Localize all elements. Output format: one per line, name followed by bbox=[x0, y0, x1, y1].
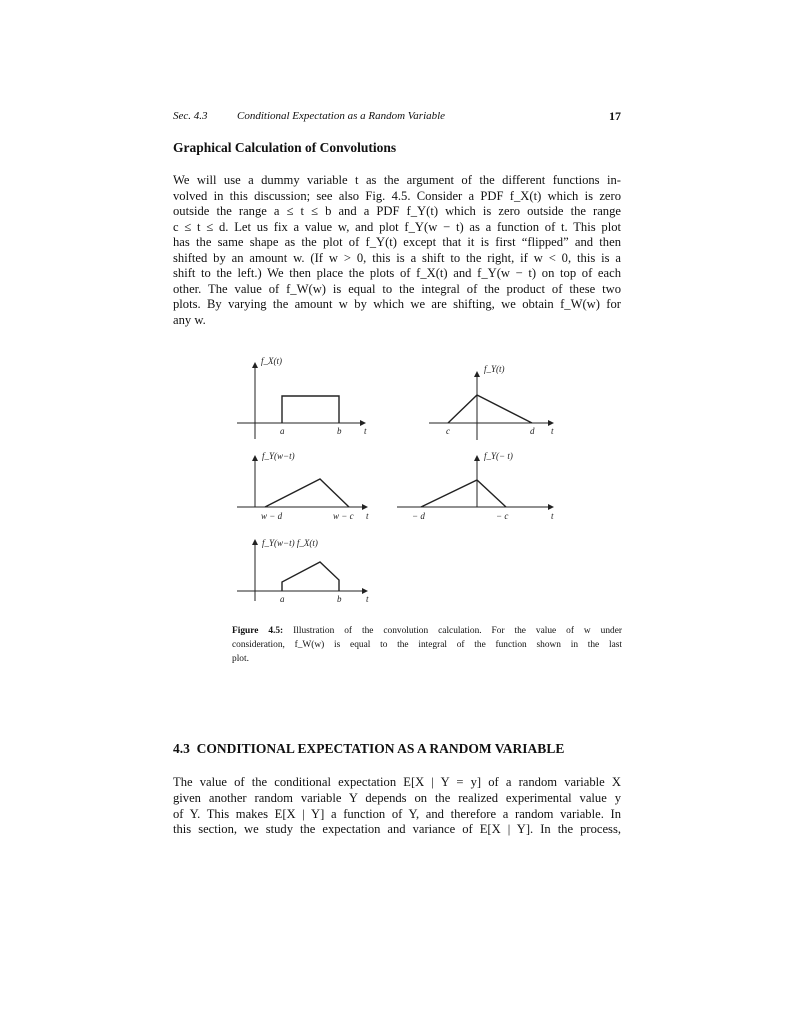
running-header-section: Sec. 4.3 bbox=[173, 110, 208, 122]
text-line: shift to the left.) We then place the plots of f_X(t) and f_Y(w − t) on top of each bbox=[173, 266, 621, 280]
tick-label: − d bbox=[412, 511, 425, 521]
text-line: other. The value of f_W(w) is equal to the integral of the product of these two bbox=[173, 282, 621, 296]
caption-line: Illustration of the convolution calculation. For the value of w under bbox=[293, 626, 622, 636]
tick-label: c bbox=[446, 426, 450, 436]
text-line: any w. bbox=[173, 313, 206, 327]
axis-label: f_X(t) bbox=[261, 356, 282, 366]
tick-label: b bbox=[337, 426, 342, 436]
text-line: volved in this discussion; see also Fig. 4.5. Consider a PDF f_X(t) which is zero bbox=[173, 189, 621, 203]
tick-label: t bbox=[551, 426, 554, 436]
text-line: of Y. This makes E[X | Y] a function of Y, and therefore a random variable. In bbox=[173, 807, 621, 821]
axis-label: f_Y(w−t) bbox=[262, 451, 295, 461]
text-line: The value of the conditional expectation E[X | Y = y] of a random variable X bbox=[173, 775, 621, 789]
tick-label: t bbox=[551, 511, 554, 521]
caption-line: plot. bbox=[232, 654, 249, 664]
tick-label: a bbox=[280, 594, 285, 604]
axis-label: f_Y(w−t) f_X(t) bbox=[262, 538, 318, 548]
tick-label: b bbox=[337, 594, 342, 604]
section-title: 4.3 CONDITIONAL EXPECTATION AS A RANDOM VARIABLE bbox=[173, 741, 565, 756]
plot-fx bbox=[237, 363, 365, 439]
tick-label: t bbox=[364, 426, 367, 436]
plot-fy-minus-t bbox=[397, 456, 553, 507]
tick-label: w − c bbox=[333, 511, 354, 521]
running-header-title: Conditional Expectation as a Random Variable bbox=[237, 110, 446, 122]
tick-label: t bbox=[366, 511, 369, 521]
text-line: this section, we study the expectation and variance of E[X | Y]. In the process, bbox=[173, 822, 621, 836]
page-number: 17 bbox=[609, 109, 621, 123]
tick-label: − c bbox=[496, 511, 509, 521]
axis-label: f_Y(− t) bbox=[484, 451, 513, 461]
caption-label: Figure 4.5: bbox=[232, 626, 284, 636]
text-line: plots. By varying the amount w by which we are shifting, we obtain f_W(w) for bbox=[173, 297, 621, 311]
tick-label: a bbox=[280, 426, 285, 436]
text-line: We will use a dummy variable t as the argument of the different functions in- bbox=[173, 173, 621, 187]
text-line: has the same shape as the plot of f_Y(t) except that it is first “flipped” and then bbox=[173, 235, 621, 249]
text-line: c ≤ t ≤ d. Let us fix a value w, and plot f_Y(w − t) as a function of t. This plot bbox=[173, 220, 621, 234]
plot-product bbox=[237, 540, 367, 601]
caption-line: consideration, f_W(w) is equal to the integral of the function shown in the last bbox=[232, 640, 622, 650]
text-line: outside the range a ≤ t ≤ b and a PDF f_Y(t) which is zero outside the range bbox=[173, 204, 621, 218]
text-line: shifted by an amount w. (If w > 0, this is a shift to the right, if w < 0, this is a bbox=[173, 251, 621, 265]
subsection-title: Graphical Calculation of Convolutions bbox=[173, 140, 397, 155]
text-line: given another random variable Y depends on the realized experimental value y bbox=[173, 791, 621, 805]
plot-fy-w-minus-t bbox=[237, 456, 367, 507]
tick-label: t bbox=[366, 594, 369, 604]
axis-label: f_Y(t) bbox=[484, 364, 505, 374]
tick-label: d bbox=[530, 426, 535, 436]
tick-label: w − d bbox=[261, 511, 283, 521]
